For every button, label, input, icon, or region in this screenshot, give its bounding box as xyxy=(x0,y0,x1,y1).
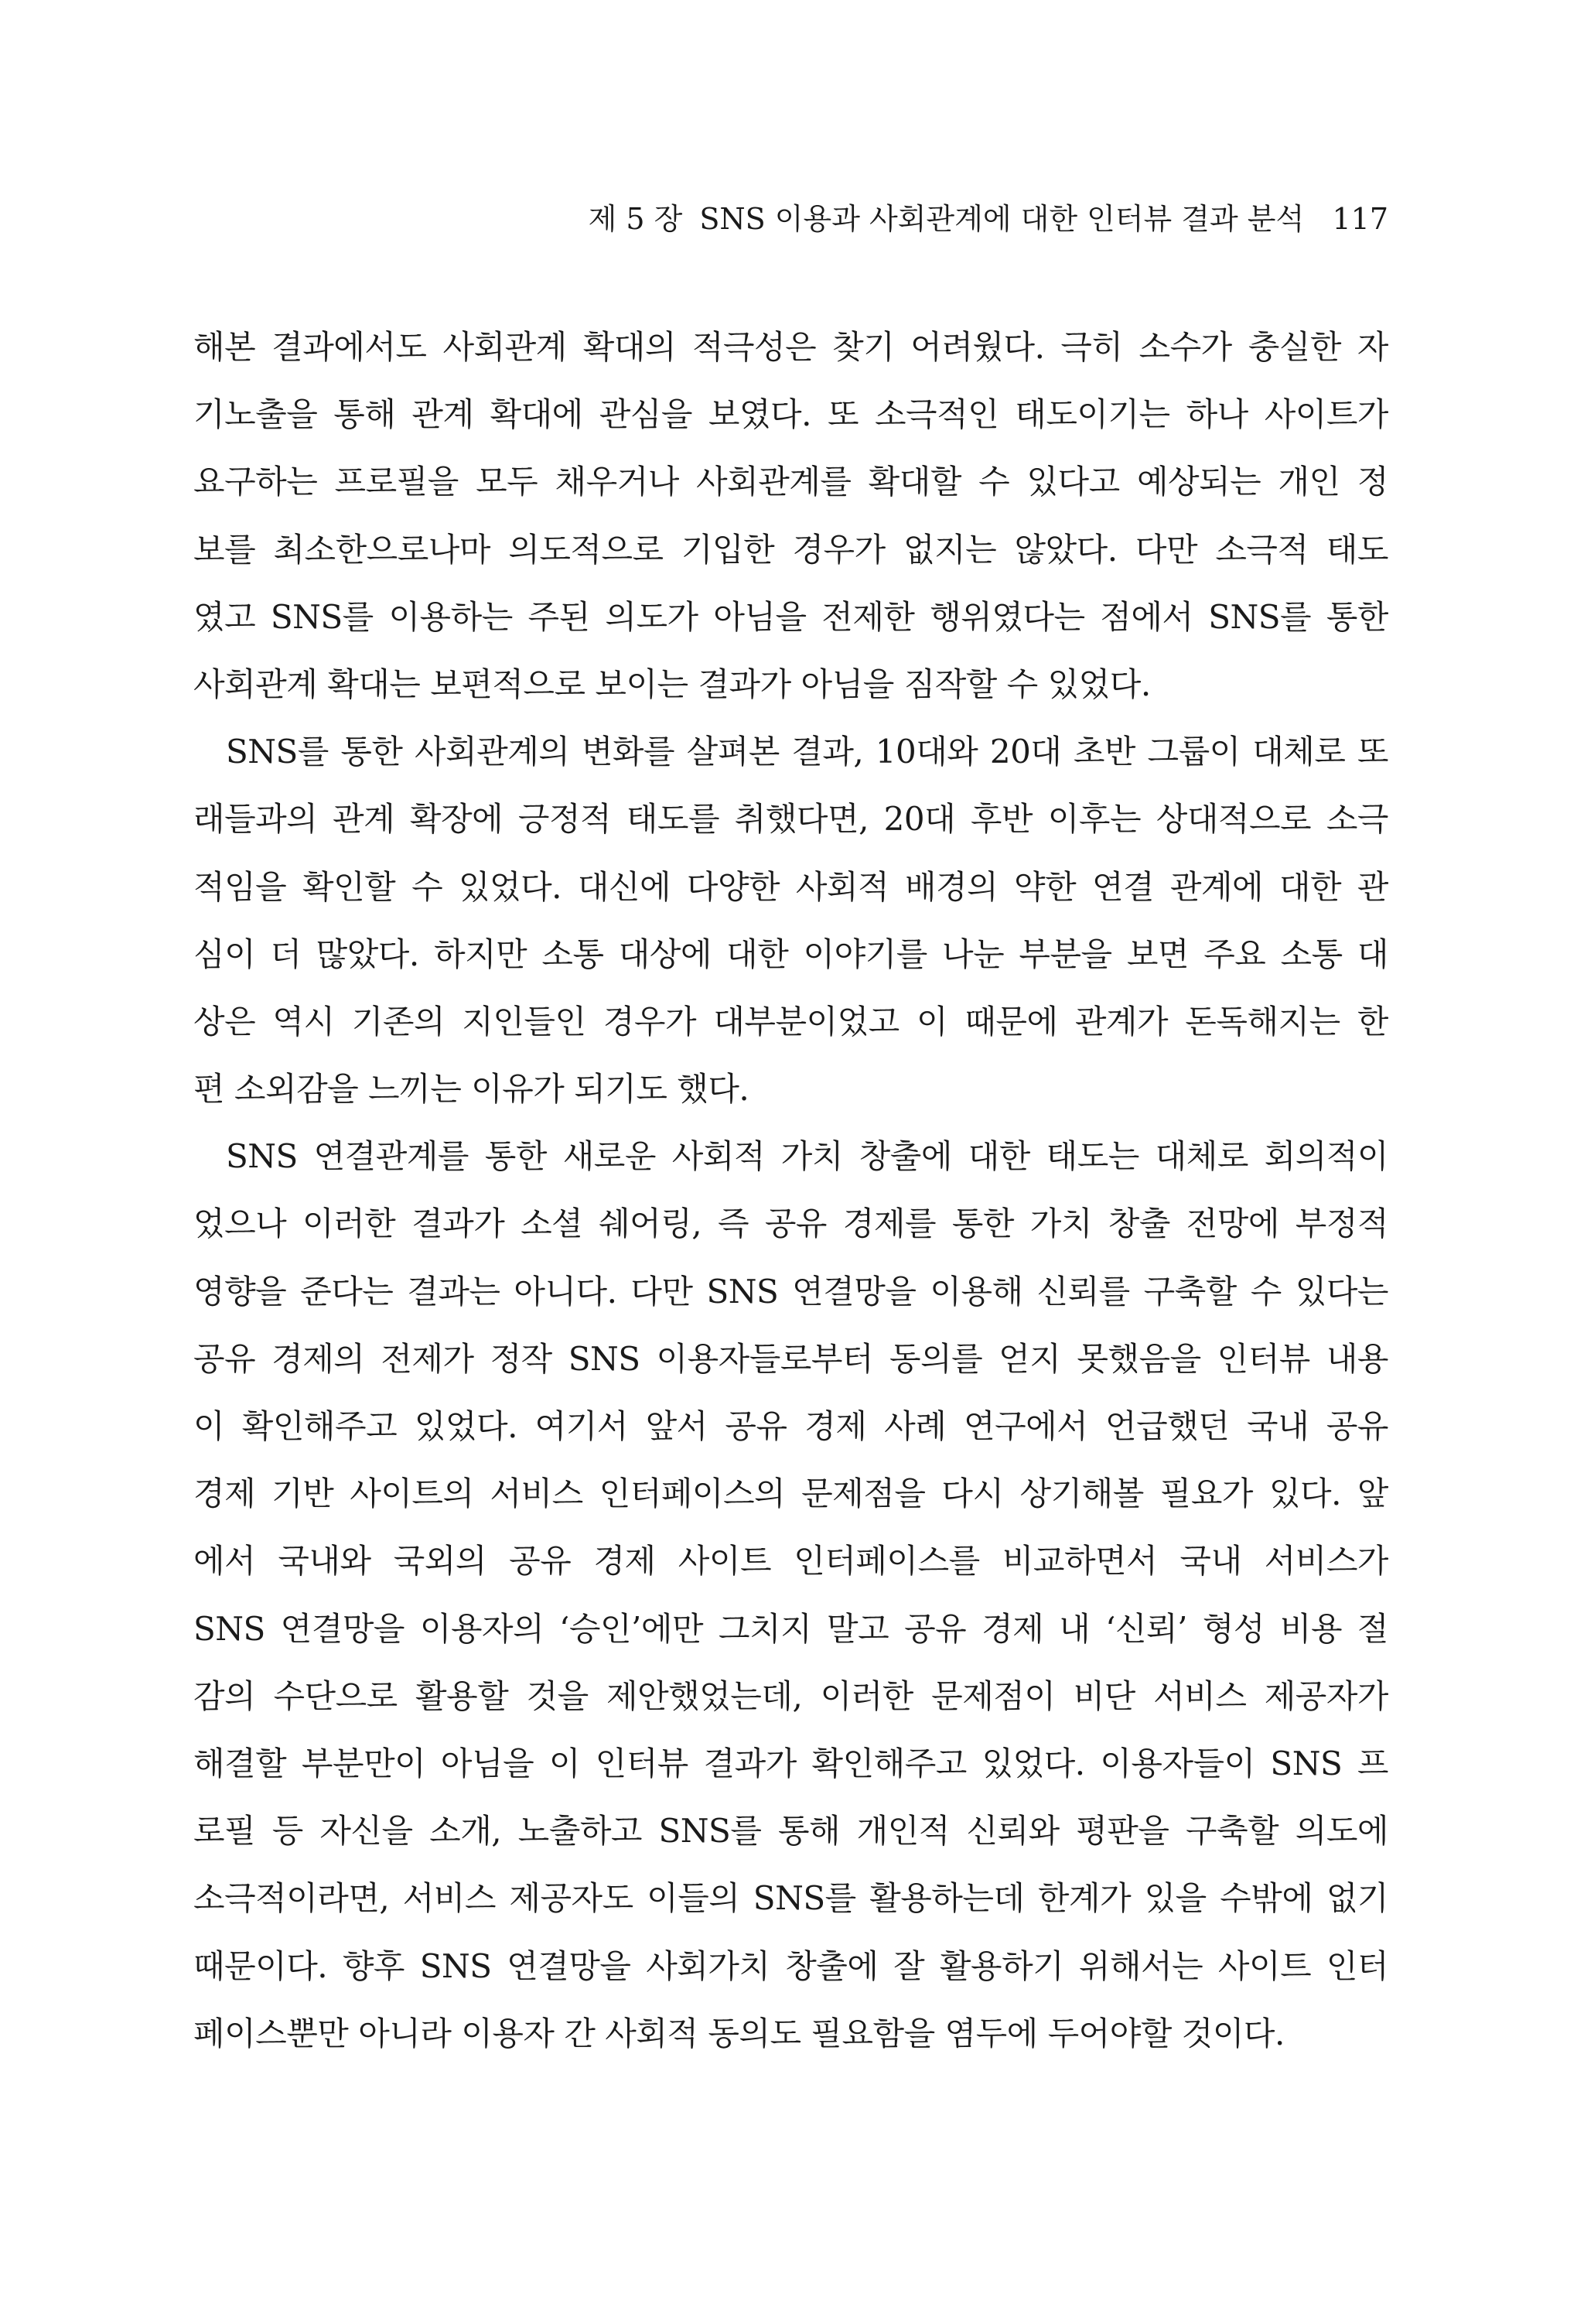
text-line: 기노출을 통해 관계 확대에 관심을 보였다. 또 소극적인 태도이기는 하나 사이트가 xyxy=(193,395,1388,434)
text-line: 에서 국내와 국외의 공유 경제 사이트 인터페이스를 비교하면서 국내 서비스가 xyxy=(193,1542,1388,1581)
chapter-label: 제 5 장 xyxy=(588,202,683,236)
text-line: 상은 역시 기존의 지인들인 경우가 대부분이었고 이 때문에 관계가 돈독해지는 한 xyxy=(193,1002,1388,1041)
text-line: SNS를 통한 사회관계의 변화를 살펴본 결과, 10대와 20대 초반 그룹이 대체로 또 xyxy=(226,733,1388,771)
text-line: 래들과의 관계 확장에 긍정적 태도를 취했다면, 20대 후반 이후는 상대적으로 소극 xyxy=(193,800,1388,839)
text-line: 였고 SNS를 이용하는 주된 의도가 아님을 전제한 행위였다는 점에서 SNS를 통한 xyxy=(193,597,1388,636)
body-text xyxy=(193,313,1388,2067)
text-line: 소극적이라면, 서비스 제공자도 이들의 SNS를 활용하는데 한계가 있을 수밖에 없기 xyxy=(193,1879,1388,1918)
text-line: 감의 수단으로 활용할 것을 제안했었는데, 이러한 문제점이 비단 서비스 제공자가 xyxy=(193,1676,1388,1715)
text-line: 영향을 준다는 결과는 아니다. 다만 SNS 연결망을 이용해 신뢰를 구축할 수 있다는 xyxy=(193,1272,1388,1311)
text-line: 보를 최소한으로나마 의도적으로 기입한 경우가 없지는 않았다. 다만 소극적 태도 xyxy=(193,530,1388,569)
text-line: SNS 연결관계를 통한 새로운 사회적 가치 창출에 대한 태도는 대체로 회의적이 xyxy=(226,1137,1388,1176)
text-line: 경제 기반 사이트의 서비스 인터페이스의 문제점을 다시 상기해볼 필요가 있다. 앞 xyxy=(193,1475,1388,1513)
text-line: 사회관계 확대는 보편적으로 보이는 결과가 아님을 짐작할 수 있었다. xyxy=(193,665,1151,703)
text-line: 이 확인해주고 있었다. 여기서 앞서 공유 경제 사례 연구에서 언급했던 국내 공유 xyxy=(193,1407,1388,1445)
text-line: 었으나 이러한 결과가 소셜 쉐어링, 즉 공유 경제를 통한 가치 창출 전망에 부정적 xyxy=(193,1205,1388,1243)
text-line: SNS 연결망을 이용자의 ‘승인’에만 그치지 말고 공유 경제 내 ‘신뢰’ 형성 비용 절 xyxy=(193,1609,1388,1648)
paragraph-2 xyxy=(193,718,1388,1123)
text-line: 심이 더 많았다. 하지만 소통 대상에 대한 이야기를 나눈 부분을 보면 주요 소통 대 xyxy=(193,935,1388,973)
chapter-title: SNS 이용과 사회관계에 대한 인터뷰 결과 분석 xyxy=(699,202,1305,236)
text-line: 공유 경제의 전제가 정작 SNS 이용자들로부터 동의를 얻지 못했음을 인터뷰 내용 xyxy=(193,1339,1388,1378)
running-header xyxy=(193,200,1388,238)
text-line: 페이스뿐만 아니라 이용자 간 사회적 동의도 필요함을 염두에 두어야할 것이다. xyxy=(193,2014,1285,2052)
page-number: 117 xyxy=(1332,202,1388,236)
text-line: 해결할 부분만이 아님을 이 인터뷰 결과가 확인해주고 있었다. 이용자들이 SNS 프 xyxy=(193,1744,1388,1782)
text-line: 때문이다. 향후 SNS 연결망을 사회가치 창출에 잘 활용하기 위해서는 사이트 인터 xyxy=(193,1946,1388,1985)
text-line: 해본 결과에서도 사회관계 확대의 적극성은 찾기 어려웠다. 극히 소수가 충실한 자 xyxy=(193,328,1388,366)
text-line: 편 소외감을 느끼는 이유가 되기도 했다. xyxy=(193,1070,749,1109)
text-line: 적임을 확인할 수 있었다. 대신에 다양한 사회적 배경의 약한 연결 관계에 대한 관 xyxy=(193,867,1388,906)
text-line: 로필 등 자신을 소개, 노출하고 SNS를 통해 개인적 신뢰와 평판을 구축할 의도에 xyxy=(193,1812,1388,1851)
paragraph-1 xyxy=(193,313,1388,718)
text-line: 요구하는 프로필을 모두 채우거나 사회관계를 확대할 수 있다고 예상되는 개인 정 xyxy=(193,463,1388,501)
paragraph-3 xyxy=(193,1123,1388,2067)
